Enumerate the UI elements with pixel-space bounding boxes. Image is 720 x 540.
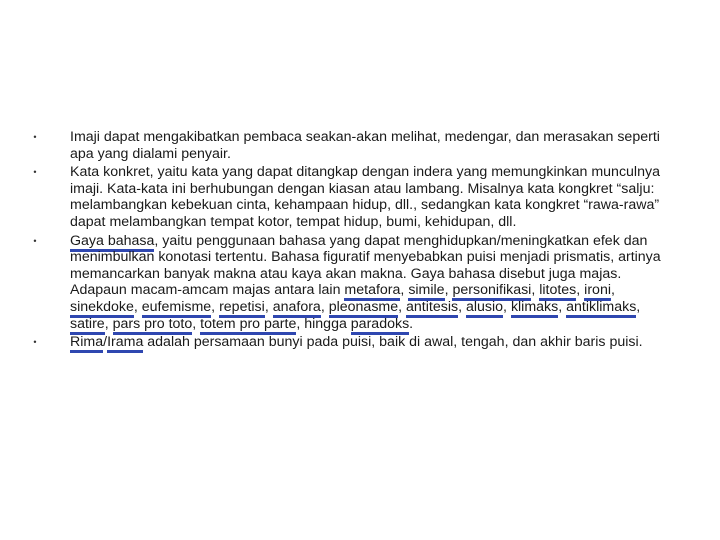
bullet-text: Imaji dapat mengakibatkan pembaca seakan-akan melihat, medengar, dan merasakan seperti apa yang dialami penyair. bbox=[70, 129, 660, 162]
term-link[interactable]: metafora bbox=[344, 282, 400, 301]
term-link[interactable]: antiklimaks bbox=[566, 299, 636, 318]
term-link[interactable]: ironi bbox=[584, 282, 611, 301]
bullet-text: , yaitu penggunaan bahasa yang dapat menghidupkan/meningkatkan efek dan menimbulkan konotasi tertentu. Bahasa figuratif menyebabkan puisi menjadi prismatis, artinya memancarkan banyak makna atau kaya akan makna. Gaya bahasa disebut juga majas. Adapaun macam-amcam majas antara lain bbox=[70, 232, 661, 299]
bullet-text: , bbox=[636, 298, 641, 315]
bullet-text: , bbox=[133, 298, 142, 315]
bullet-text: , bbox=[558, 298, 567, 315]
bullet-text: , bbox=[104, 315, 113, 332]
term-link[interactable]: pars pro toto bbox=[113, 316, 193, 335]
term-link[interactable]: Irama bbox=[107, 334, 143, 353]
bullet-item bbox=[30, 233, 680, 333]
bullet-text: Kata konkret, yaitu kata yang dapat ditangkap dengan indera yang memungkinkan munculnya imaji. Kata-kata ini berhubungan dengan kiasan atau lambang. Misalnya kata kongkret “salju: melambangkan kebekuan cinta, kehampaan hidup, dll., sedangkan kata kongkret “rawa-rawa” dapat melambangkan tempat kotor, tempat hidup, bumi, kehidupan, dll. bbox=[70, 164, 660, 230]
term-link[interactable]: eufemisme bbox=[142, 299, 211, 318]
term-link[interactable]: klimaks bbox=[511, 299, 558, 318]
bullet-text: , bbox=[458, 298, 466, 315]
bullet-text: , bbox=[503, 298, 511, 315]
bullet-item bbox=[30, 334, 680, 351]
bullet-text: , bbox=[610, 282, 615, 299]
bullet-text: , bbox=[211, 298, 220, 315]
term-link[interactable]: alusio bbox=[466, 299, 503, 318]
term-link[interactable]: anafora bbox=[273, 299, 321, 318]
term-link[interactable]: Gaya bahasa bbox=[70, 233, 154, 252]
bullet-text: , bbox=[398, 298, 407, 315]
bullet-dot-icon: • bbox=[33, 337, 37, 348]
term-link[interactable]: litotes bbox=[539, 282, 576, 301]
term-link[interactable]: personifikasi bbox=[452, 282, 531, 301]
term-link[interactable]: pleonasme bbox=[329, 299, 398, 318]
term-link[interactable]: repetisi bbox=[219, 299, 265, 318]
bullet-text: , bbox=[320, 298, 329, 315]
bullet-text: , hingga bbox=[296, 315, 351, 332]
term-link[interactable]: Rima bbox=[70, 334, 103, 353]
term-link[interactable]: totem pro parte bbox=[200, 316, 296, 335]
bullet-list bbox=[30, 129, 680, 351]
bullet-item bbox=[30, 129, 680, 162]
bullet-text: adalah persamaan bunyi pada puisi, baik di awal, tengah, dan akhir baris puisi. bbox=[143, 334, 643, 351]
term-link[interactable]: sinekdoke bbox=[70, 299, 134, 318]
term-link[interactable]: simile bbox=[408, 282, 444, 301]
bullet-text: , bbox=[400, 282, 409, 299]
term-link[interactable]: paradoks bbox=[351, 316, 409, 335]
term-link[interactable]: satire bbox=[70, 316, 105, 335]
bullet-dot-icon: • bbox=[33, 235, 37, 246]
bullet-dot-icon: • bbox=[33, 167, 37, 178]
bullet-text: . bbox=[409, 315, 414, 332]
bullet-text: , bbox=[444, 282, 453, 299]
bullet-text: , bbox=[192, 315, 201, 332]
bullet-text: , bbox=[576, 282, 585, 299]
term-link[interactable]: antitesis bbox=[406, 299, 458, 318]
bullet-text: , bbox=[531, 282, 540, 299]
bullet-text: / bbox=[103, 334, 108, 351]
bullet-text: , bbox=[264, 298, 273, 315]
bullet-item bbox=[30, 164, 680, 230]
bullet-dot-icon: • bbox=[33, 132, 37, 142]
